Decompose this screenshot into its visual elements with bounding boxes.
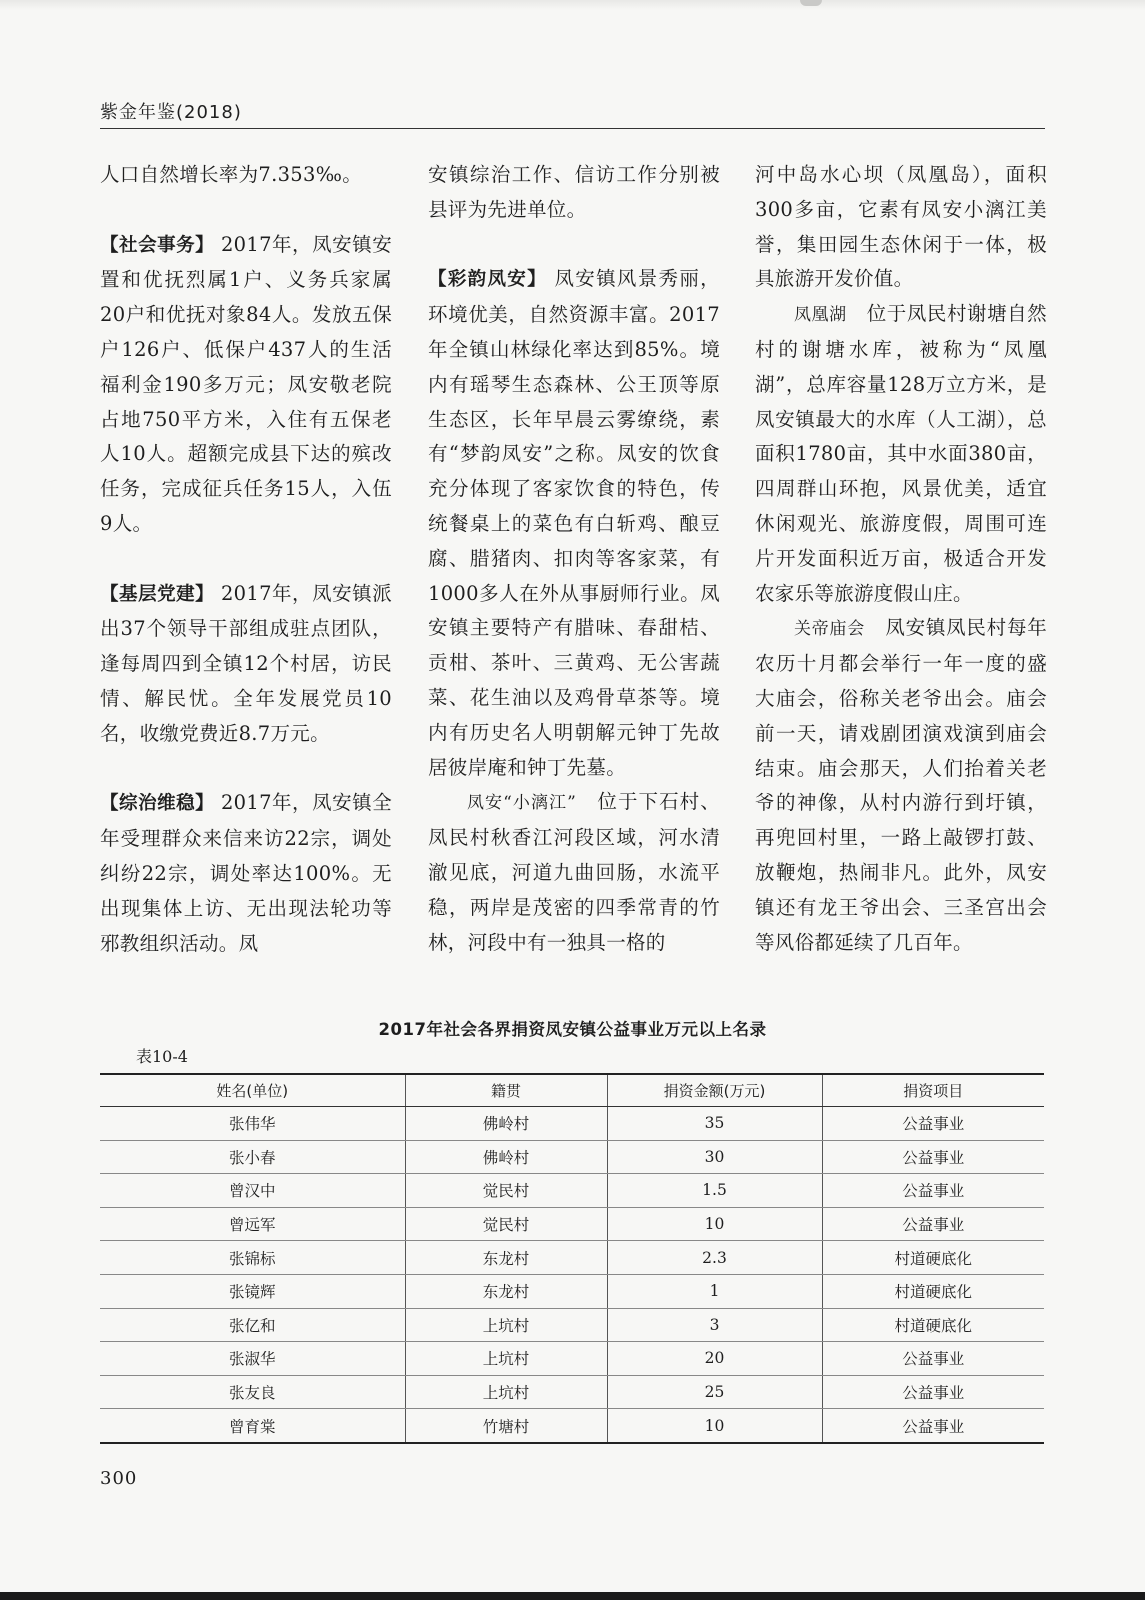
table-id: 表10-4 xyxy=(136,1047,188,1066)
section-tag: 【综治维稳】 xyxy=(100,793,215,815)
cell-origin: 觉民村 xyxy=(405,1207,607,1241)
cell-amount: 2.3 xyxy=(607,1241,822,1275)
cell-origin: 佛岭村 xyxy=(405,1140,607,1174)
paragraph: 河中岛水心坝（凤凰岛），面积300多亩，它素有凤安小漓江美誉，集田园生态休闲于一体，极具旅游开发价值。 xyxy=(755,163,1047,291)
paragraph-text: 2017年，凤安镇安置和优抚烈属1户、义务兵家属20户和优抚对象84人。发放五保户126户、低保户437人的生活福利金190多万元；凤安敬老院占地750平方米，入住有五保老人10人。超额完成县下达的殡改任务，完成征兵任务15人，入伍9人。 xyxy=(100,232,392,535)
column-header: 籍贯 xyxy=(405,1074,607,1107)
table-title: 2017年社会各界捐资凤安镇公益事业万元以上名录 xyxy=(378,1020,767,1039)
cell-project: 村道硬底化 xyxy=(822,1241,1044,1275)
cell-origin: 东龙村 xyxy=(405,1274,607,1308)
text-column-3 xyxy=(755,158,1047,960)
subsection-title: 关帝庙会 xyxy=(794,619,866,640)
cell-name: 张友良 xyxy=(100,1375,405,1409)
cell-name: 张淑华 xyxy=(100,1342,405,1376)
cell-origin: 竹塘村 xyxy=(405,1409,607,1443)
table-row xyxy=(100,1140,1044,1174)
section-tag: 【基层党建】 xyxy=(100,583,215,605)
cell-origin: 上坑村 xyxy=(405,1375,607,1409)
section-tag: 【彩韵凤安】 xyxy=(428,269,547,291)
scan-edge-top xyxy=(0,0,1145,10)
paragraph-little-lijiang xyxy=(428,785,720,960)
cell-amount: 10 xyxy=(607,1207,822,1241)
paragraph-text: 位于下石村、凤民村秋香江河段区域，河水清澈见底，河道九曲回肠，水流平稳，两岸是茂密的四季常青的竹林，河段中有一独具一格的 xyxy=(428,790,720,954)
paragraph-text: 位于凤民村谢塘自然村的谢塘水库，被称为“凤凰湖”，总库容量128万立方米，是凤安镇最大的水库（人工湖），总面积1780亩，其中水面380亩，四周群山环抱，风景优美，适宜休闲观光、旅游度假，周围可连片开发面积近万亩，极适合开发农家乐等旅游度假山庄。 xyxy=(755,302,1047,605)
column-header: 捐资项目 xyxy=(822,1074,1044,1107)
cell-project: 公益事业 xyxy=(822,1409,1044,1443)
cell-name: 张伟华 xyxy=(100,1107,405,1141)
cell-project: 公益事业 xyxy=(822,1375,1044,1409)
cell-amount: 20 xyxy=(607,1342,822,1376)
donation-table xyxy=(100,1073,1044,1444)
table-row xyxy=(100,1174,1044,1208)
table-row xyxy=(100,1342,1044,1376)
paragraph: 安镇综治工作、信访工作分别被县评为先进单位。 xyxy=(428,163,720,221)
column-header: 姓名(单位) xyxy=(100,1074,405,1107)
cell-name: 张镜辉 xyxy=(100,1274,405,1308)
cell-origin: 觉民村 xyxy=(405,1174,607,1208)
paragraph-text: 凤安镇凤民村每年农历十月都会举行一年一度的盛大庙会，俗称关老爷出会。庙会前一天，请戏剧团演戏演到庙会结束。庙会那天，人们抬着关老爷的神像，从村内游行到圩镇，再兜回村里，一路上敲锣打鼓、放鞭炮，热闹非凡。此外，凤安镇还有龙王爷出会、三圣宫出会等风俗都延续了几百年。 xyxy=(755,616,1048,954)
cell-origin: 上坑村 xyxy=(405,1308,607,1342)
subsection-title: 凤凰湖 xyxy=(794,305,847,326)
cell-name: 曾育棠 xyxy=(100,1409,405,1443)
table-row xyxy=(100,1107,1044,1141)
table-row xyxy=(100,1308,1044,1342)
text-column-2 xyxy=(428,158,720,960)
paragraph-party-building xyxy=(100,577,392,752)
paragraph-text: 2017年，凤安镇派出37个领导干部组成驻点团队，逢每周四到全镇12个村居，访民情、解民忧。全年发展党员10名，收缴党费近8.7万元。 xyxy=(100,581,392,745)
table-row xyxy=(100,1241,1044,1275)
cell-amount: 10 xyxy=(607,1409,822,1443)
cell-amount: 1 xyxy=(607,1274,822,1308)
cell-project: 公益事业 xyxy=(822,1107,1044,1141)
cell-project: 公益事业 xyxy=(822,1174,1044,1208)
table-row xyxy=(100,1409,1044,1443)
cell-project: 公益事业 xyxy=(822,1207,1044,1241)
table-row xyxy=(100,1207,1044,1241)
cell-name: 张亿和 xyxy=(100,1308,405,1342)
cell-origin: 上坑村 xyxy=(405,1342,607,1376)
cell-amount: 35 xyxy=(607,1107,822,1141)
scan-edge-bottom xyxy=(0,1592,1145,1600)
scan-mark xyxy=(800,0,822,6)
paragraph-text: 凤安镇风景秀丽，环境优美，自然资源丰富。2017年全镇山林绿化率达到85%。境内有瑶琴生态森林、公王顶等原生态区，长年早晨云雾缭绕，素有“梦韵凤安”之称。凤安的饮食充分体现了客家饮食的特色，传统餐桌上的菜色有白斩鸡、酿豆腐、腊猪肉、扣肉等客家菜，有1000多人在外从事厨师行业。凤安镇主要特产有腊味、春甜桔、贡柑、茶叶、三黄鸡、无公害蔬菜、花生油以及鸡骨草茶等。境内有历史名人明朝解元钟丁先故居彼岸庵和钟丁先墓。 xyxy=(428,267,720,779)
paragraph-scenery xyxy=(428,262,720,785)
section-tag: 【社会事务】 xyxy=(100,234,215,256)
subsection-title: 凤安“小漓江” xyxy=(467,793,577,814)
cell-name: 张小春 xyxy=(100,1140,405,1174)
cell-name: 曾汉中 xyxy=(100,1174,405,1208)
page-number: 300 xyxy=(100,1468,138,1489)
paragraph: 人口自然增长率为7.353‰。 xyxy=(100,163,362,186)
running-header: 紫金年鉴(2018) xyxy=(100,102,242,123)
table-header-row xyxy=(100,1074,1044,1107)
paragraph-social-affairs xyxy=(100,228,392,542)
paragraph-temple-fair xyxy=(755,611,1047,960)
cell-project: 公益事业 xyxy=(822,1140,1044,1174)
cell-amount: 1.5 xyxy=(607,1174,822,1208)
cell-origin: 佛岭村 xyxy=(405,1107,607,1141)
cell-project: 村道硬底化 xyxy=(822,1274,1044,1308)
table-row xyxy=(100,1274,1044,1308)
cell-project: 村道硬底化 xyxy=(822,1308,1044,1342)
cell-project: 公益事业 xyxy=(822,1342,1044,1376)
text-column-1 xyxy=(100,158,392,961)
header-rule xyxy=(100,128,1045,129)
cell-amount: 25 xyxy=(607,1375,822,1409)
paragraph-phoenix-lake xyxy=(755,297,1047,611)
paragraph-text: 2017年，凤安镇全年受理群众来信来访22宗，调处纠纷22宗，调处率达100%。无出现集体上访、无出现法轮功等邪教组织活动。凤 xyxy=(100,791,392,955)
cell-name: 曾远军 xyxy=(100,1207,405,1241)
cell-amount: 3 xyxy=(607,1308,822,1342)
cell-name: 张锦标 xyxy=(100,1241,405,1275)
paragraph-stability xyxy=(100,786,392,961)
table-row xyxy=(100,1375,1044,1409)
column-header: 捐资金额(万元) xyxy=(607,1074,822,1107)
cell-amount: 30 xyxy=(607,1140,822,1174)
cell-origin: 东龙村 xyxy=(405,1241,607,1275)
